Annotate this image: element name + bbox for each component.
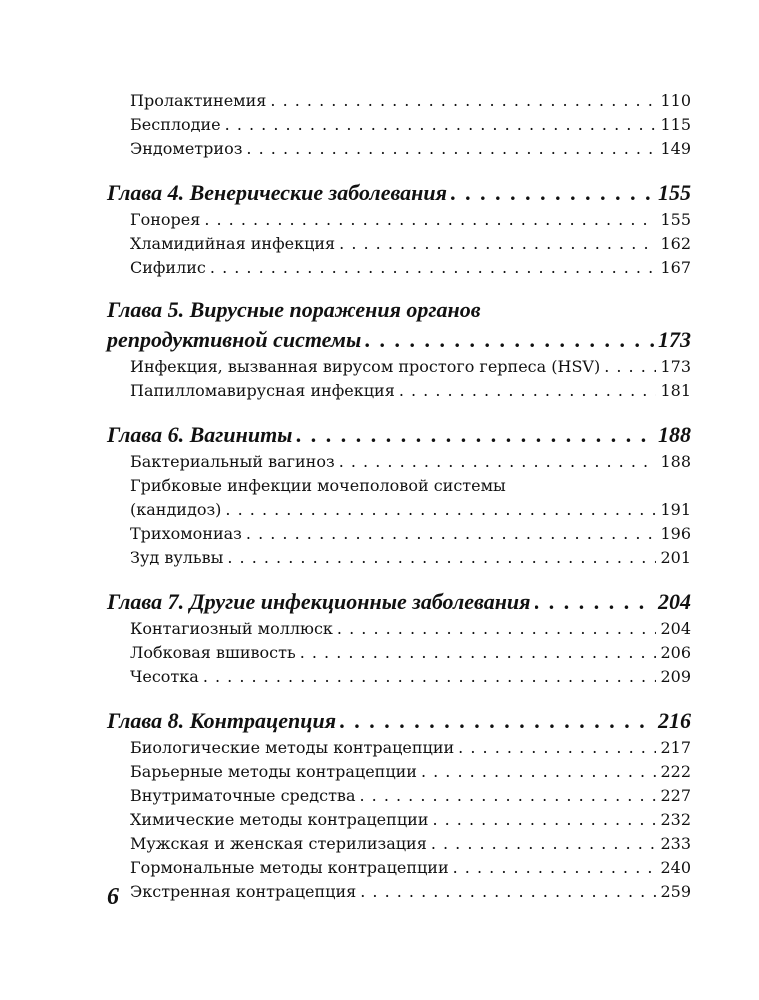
toc-entry-page: 232	[660, 810, 691, 829]
dot-leader	[458, 736, 656, 760]
chapter-page: 188	[658, 422, 691, 447]
toc-entry-title: Пролактинемия	[130, 91, 267, 110]
toc-entry-title-line	[107, 474, 691, 498]
dot-leader	[203, 665, 657, 689]
dot-leader	[535, 586, 655, 617]
dot-leader	[225, 498, 656, 522]
toc-entry-page: 110	[660, 91, 691, 110]
toc-entry-page: 209	[660, 667, 691, 686]
toc-entry	[107, 641, 691, 665]
chapter-heading	[107, 324, 691, 355]
toc-entry	[107, 522, 691, 546]
toc-entry	[107, 256, 691, 280]
toc-entry-page: 204	[660, 619, 691, 638]
toc-entry-title: Инфекция, вызванная вирусом простого герпеса (HSV)	[130, 357, 601, 376]
toc-entry-page: 201	[660, 548, 691, 567]
dot-leader	[246, 522, 657, 546]
dot-leader	[227, 546, 656, 570]
chapter-page: 173	[658, 327, 691, 352]
chapter-heading	[107, 705, 691, 736]
toc-entry-title: Гормональные методы контрацепции	[130, 858, 449, 877]
toc-entry-title: Эндометриоз	[130, 139, 243, 158]
toc-entry-page: 181	[660, 381, 691, 400]
toc-entry-title: Зуд вульвы	[130, 548, 224, 567]
chapter-heading	[107, 586, 691, 617]
dot-leader	[360, 880, 656, 904]
toc-entry-title: Контагиозный моллюск	[130, 619, 333, 638]
chapter-title: Глава 4. Венерические заболевания	[107, 180, 447, 205]
chapter-page: 204	[658, 589, 691, 614]
toc-entry-title: Внутриматочные средства	[130, 786, 356, 805]
toc-entry-title: Трихомониаз	[130, 524, 242, 543]
toc-entry-page: 155	[660, 210, 691, 229]
chapter-page: 155	[658, 180, 691, 205]
toc-entry	[107, 736, 691, 760]
table-of-contents	[107, 89, 691, 904]
dot-leader	[337, 617, 657, 641]
toc-entry-title: Барьерные методы контрацепции	[130, 762, 417, 781]
page-number: 6	[107, 884, 119, 910]
chapter-title: Глава 8. Контрацепция	[107, 708, 337, 733]
dot-leader	[270, 89, 656, 113]
toc-entry-page: 115	[660, 115, 691, 134]
toc-entry-title: Биологические методы контрацепции	[130, 738, 455, 757]
dot-leader	[246, 137, 656, 161]
toc-entry-page: 188	[660, 452, 691, 471]
toc-entry-page: 240	[660, 858, 691, 877]
toc-entry	[107, 379, 691, 403]
dot-leader	[365, 324, 654, 355]
dot-leader	[296, 419, 654, 450]
toc-entry	[107, 832, 691, 856]
toc-entry	[107, 808, 691, 832]
toc-entry-title: Папилломавирусная инфекция	[130, 381, 395, 400]
dot-leader	[359, 784, 656, 808]
toc-entry	[107, 665, 691, 689]
toc-entry-page: 196	[660, 524, 691, 543]
toc-entry	[107, 232, 691, 256]
chapter-page: 216	[658, 708, 691, 733]
dot-leader	[210, 256, 657, 280]
dot-leader	[225, 113, 657, 137]
chapter-title: репродуктивной системы	[107, 327, 362, 352]
toc-entry-page: 162	[660, 234, 691, 253]
toc-entry	[107, 137, 691, 161]
toc-entry-title: Бесплодие	[130, 115, 221, 134]
toc-entry	[107, 355, 691, 379]
dot-leader	[339, 232, 656, 256]
toc-entry-page: 173	[660, 357, 691, 376]
dot-leader	[300, 641, 657, 665]
toc-entry-page: 206	[660, 643, 691, 662]
toc-entry	[107, 617, 691, 641]
chapter-title: Глава 7. Другие инфекционные заболевания	[107, 589, 531, 614]
dot-leader	[421, 760, 657, 784]
toc-entry-page: 233	[660, 834, 691, 853]
chapter-heading	[107, 419, 691, 450]
toc-entry-page: 259	[660, 882, 691, 901]
dot-leader	[204, 208, 656, 232]
chapter-title-line: Глава 5. Вирусные поражения органов	[107, 297, 481, 322]
toc-entry-page: 217	[660, 738, 691, 757]
dot-leader	[399, 379, 657, 403]
dot-leader	[339, 450, 657, 474]
toc-entry-title: Мужская и женская стерилизация	[130, 834, 427, 853]
toc-entry-title: Чесотка	[130, 667, 199, 686]
toc-entry-page: 167	[660, 258, 691, 277]
dot-leader	[453, 856, 657, 880]
toc-entry	[107, 113, 691, 137]
toc-entry-title: Бактериальный вагиноз	[130, 452, 335, 471]
toc-entry-title: Хламидийная инфекция	[130, 234, 336, 253]
dot-leader	[432, 808, 656, 832]
dot-leader	[431, 832, 657, 856]
toc-entry-page: 149	[660, 139, 691, 158]
toc-entry-title: Экстренная контрацепция	[130, 882, 357, 901]
chapter-title: Глава 6. Вагиниты	[107, 422, 293, 447]
toc-entry	[107, 784, 691, 808]
dot-leader	[451, 177, 654, 208]
toc-entry	[107, 89, 691, 113]
toc-entry	[107, 880, 691, 904]
toc-entry	[107, 208, 691, 232]
toc-entry-page: 191	[660, 500, 691, 519]
toc-entry-page: 227	[660, 786, 691, 805]
toc-entry-title: Сифилис	[130, 258, 206, 277]
toc-entry	[107, 546, 691, 570]
dot-leader	[340, 705, 654, 736]
toc-entry-title: Лобковая вшивость	[130, 643, 296, 662]
toc-entry-title: Гонорея	[130, 210, 201, 229]
dot-leader	[604, 355, 656, 379]
chapter-heading	[107, 177, 691, 208]
toc-entry-title: Химические методы контрацепции	[130, 810, 429, 829]
toc-entry-title: Грибковые инфекции мочеполовой системы	[130, 476, 506, 495]
toc-entry	[107, 498, 691, 522]
toc-entry	[107, 450, 691, 474]
toc-entry-title: (кандидоз)	[130, 500, 222, 519]
toc-entry	[107, 856, 691, 880]
toc-entry	[107, 760, 691, 784]
toc-entry-page: 222	[660, 762, 691, 781]
